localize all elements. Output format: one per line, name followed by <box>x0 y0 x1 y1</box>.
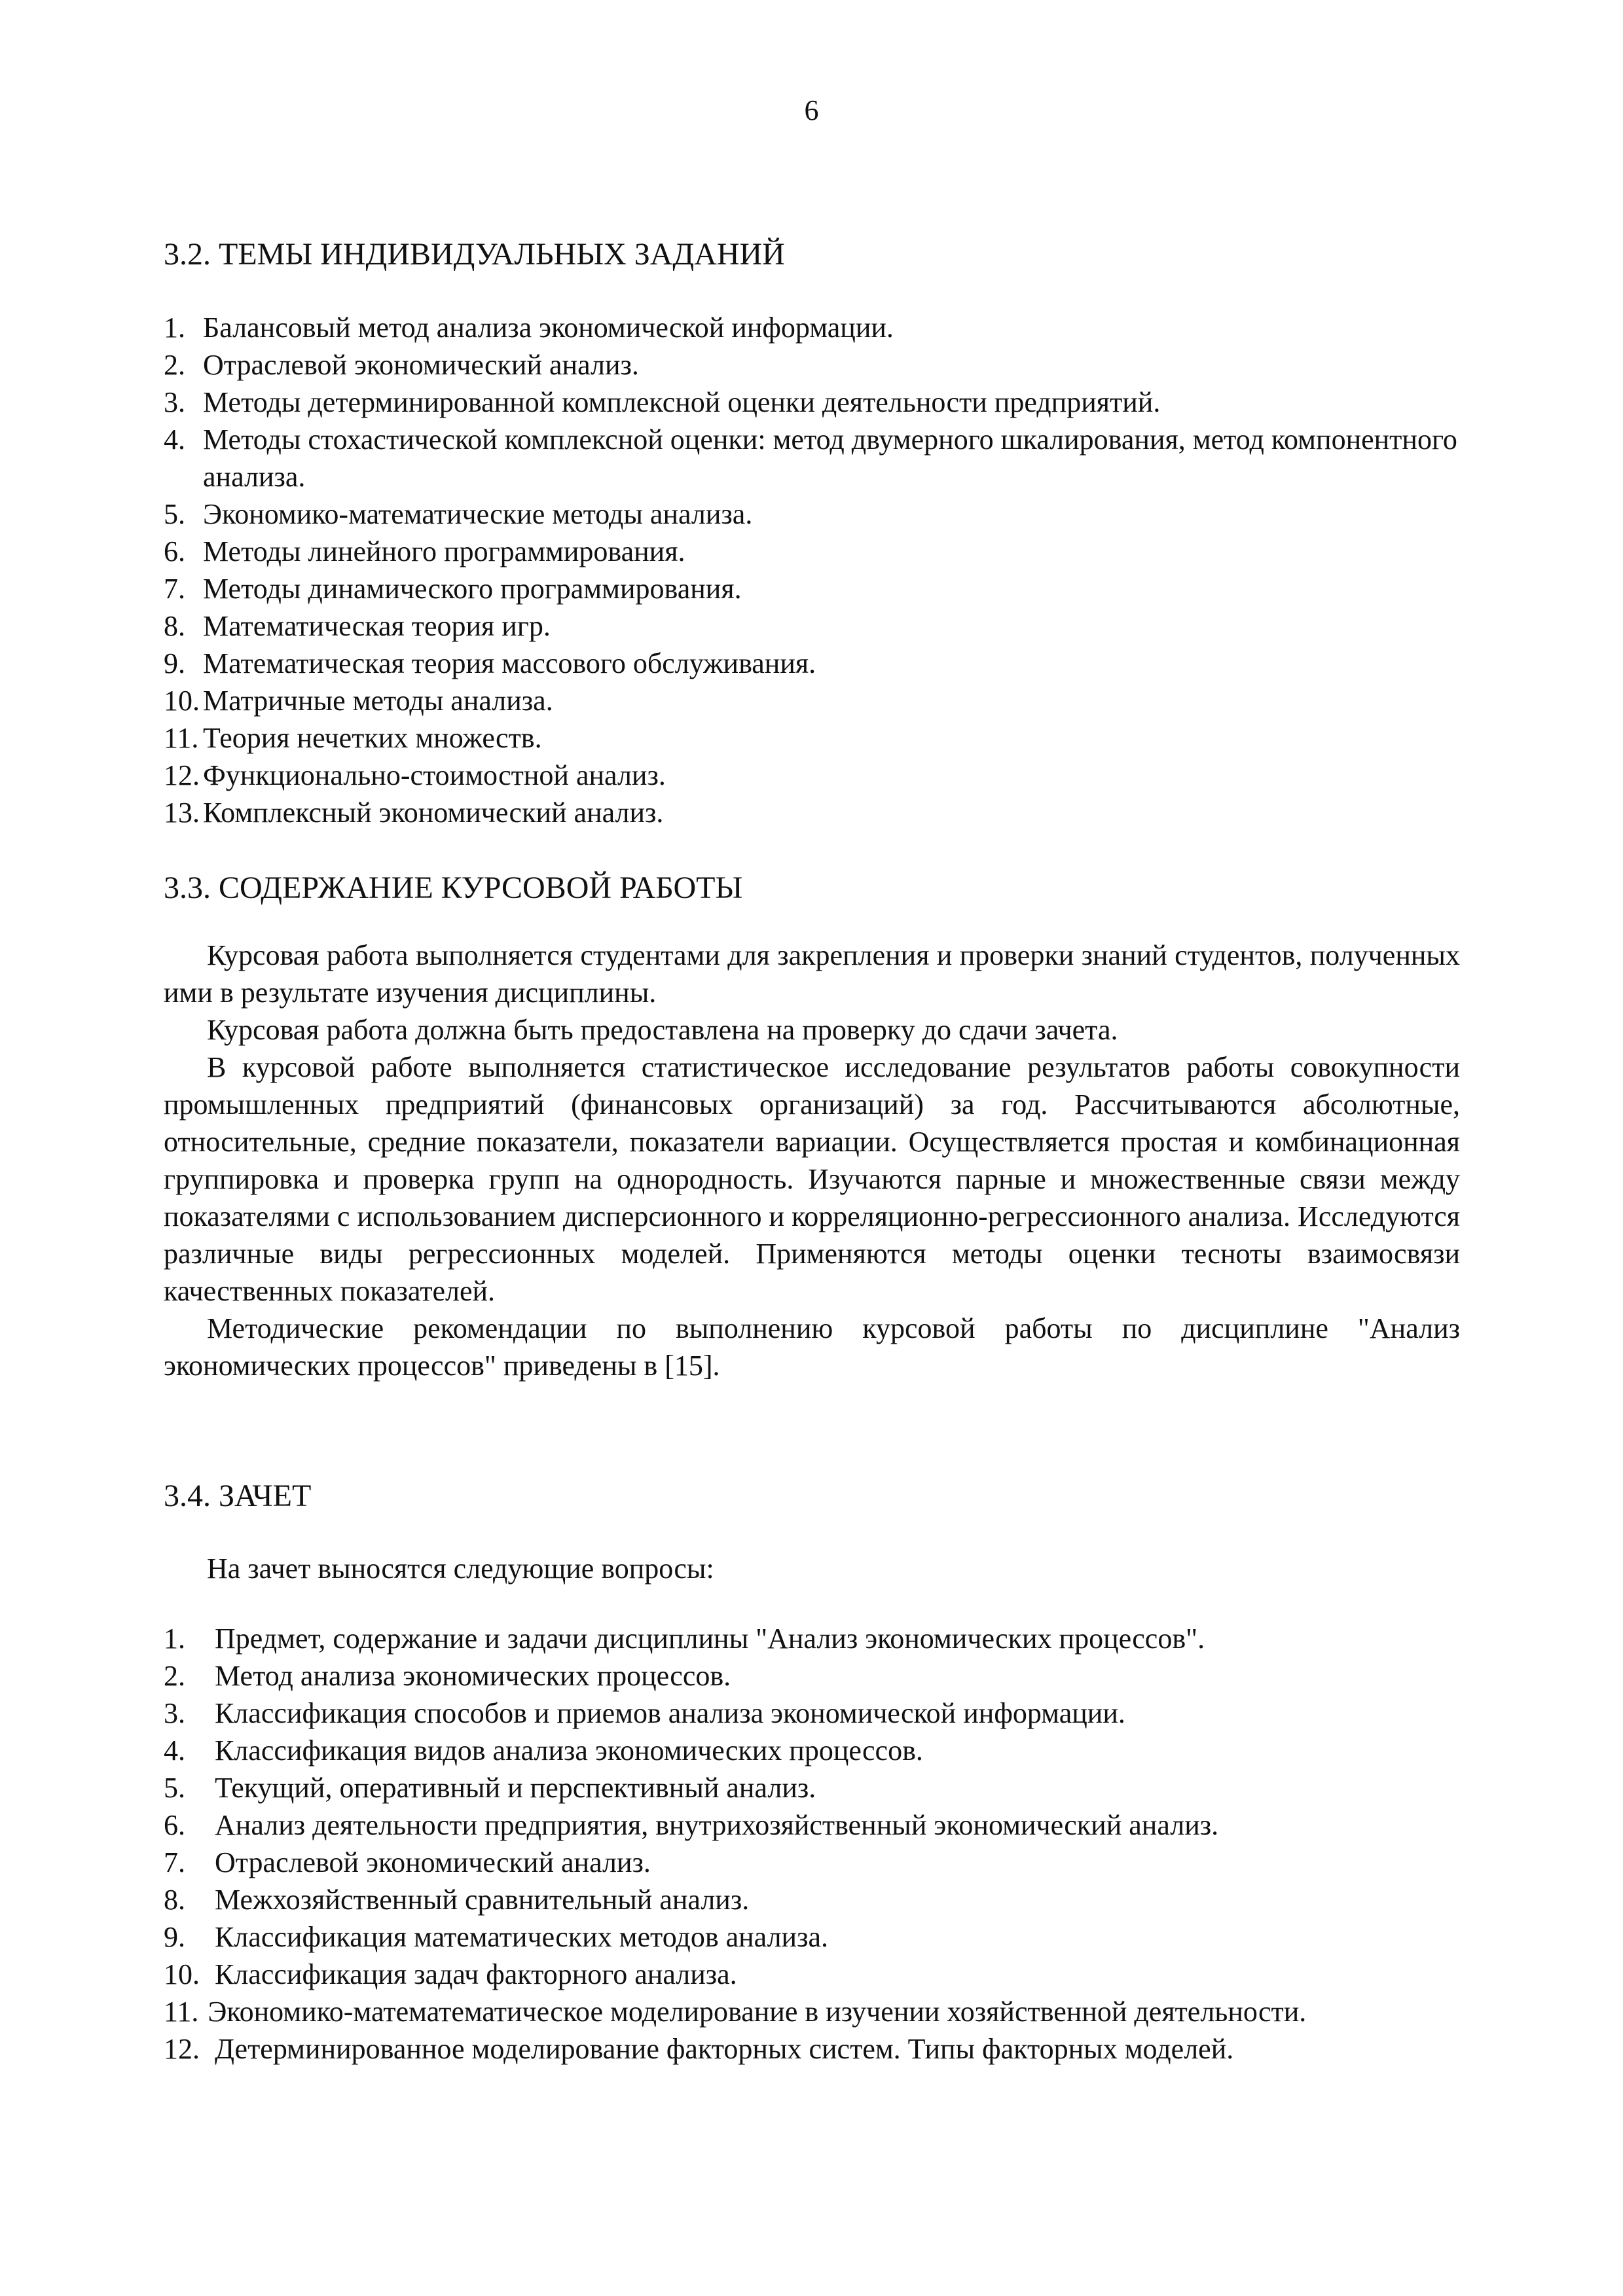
list-item <box>164 309 1460 346</box>
item-text: Отраслевой экономический анализ. <box>203 349 639 381</box>
list-item <box>164 2030 1460 2068</box>
item-number: 2. <box>164 349 185 381</box>
list-item <box>164 645 1460 682</box>
item-text: Теория нечетких множеств. <box>203 722 542 754</box>
item-number: 9. <box>164 1921 185 1953</box>
list-item <box>164 1806 1460 1844</box>
item-number: 8. <box>164 1884 185 1916</box>
item-number: 12. <box>164 759 200 791</box>
item-text: Матричные методы анализа. <box>203 685 553 717</box>
list-item <box>164 607 1460 645</box>
section-3-4-heading: 3.4. ЗАЧЕТ <box>164 1479 312 1513</box>
item-number: 7. <box>164 573 185 605</box>
list-item <box>164 794 1460 831</box>
item-number: 13. <box>164 797 200 829</box>
list-item <box>164 682 1460 719</box>
questions-list <box>164 1620 1460 2068</box>
item-text: Детерминированное моделирование факторных систем. Типы факторных моделей. <box>215 2033 1234 2065</box>
item-number: 7. <box>164 1846 185 1878</box>
item-number: 6. <box>164 535 185 567</box>
item-text: Математическая теория игр. <box>203 610 551 642</box>
item-number: 4. <box>164 1734 185 1767</box>
paragraph: В курсовой работе выполняется статистическое исследование результатов работы совокупности промышленных предприятий (финансовых организаций) за год. Рассчитываются абсолютные, относительные, средние показатели, показатели вариации. Осуществляется простая и комбинационная группировка и проверка групп на однородность. Изучаются парные и множественные связи между показателями с использованием дисперсионного и корреляционно-регрессионного анализа. Исследуются различные виды регрессионных моделей. Применяются методы оценки тесноты взаимосвязи качественных показателей. <box>164 1051 1460 1307</box>
list-item <box>164 495 1460 533</box>
item-number: 12. <box>164 2033 200 2065</box>
list-item <box>164 1732 1460 1769</box>
list-item <box>164 1769 1460 1806</box>
item-number: 1. <box>164 312 185 344</box>
list-item <box>164 1881 1460 1918</box>
item-text: Функционально-стоимостной анализ. <box>203 759 666 791</box>
paragraph: Методические рекомендации по выполнению курсовой работы по дисциплине "Анализ экономических процессов" приведены в [15]. <box>164 1312 1460 1382</box>
list-item <box>164 1993 1460 2030</box>
paragraph: Курсовая работа должна быть предоставлена на проверку до сдачи зачета. <box>207 1014 1118 1046</box>
item-text: Межхозяйственный сравнительный анализ. <box>215 1884 750 1916</box>
item-number: 10. <box>164 1958 200 1990</box>
topics-list <box>164 309 1460 831</box>
item-number: 2. <box>164 1660 185 1692</box>
questions-intro: На зачет выносятся следующие вопросы: <box>207 1552 714 1585</box>
item-text: Математическая теория массового обслуживания. <box>203 647 816 679</box>
item-text: Методы динамического программирования. <box>203 573 742 605</box>
item-text: Классификация математических методов анализа. <box>215 1921 828 1953</box>
item-number: 3. <box>164 1697 185 1729</box>
section-3-3-heading: 3.3. СОДЕРЖАНИЕ КУРСОВОЙ РАБОТЫ <box>164 870 743 905</box>
page-content <box>164 236 1460 2068</box>
item-number: 11. <box>164 722 199 754</box>
list-item <box>164 719 1460 757</box>
item-text: Отраслевой экономический анализ. <box>215 1846 651 1878</box>
item-text: Классификация видов анализа экономических процессов. <box>215 1734 923 1767</box>
list-item <box>164 570 1460 607</box>
list-item <box>164 1620 1460 1657</box>
list-item <box>164 346 1460 384</box>
item-number: 8. <box>164 610 185 642</box>
item-number: 5. <box>164 1772 185 1804</box>
section-3-2-heading: 3.2. ТЕМЫ ИНДИВИДУАЛЬНЫХ ЗАДАНИЙ <box>164 237 785 272</box>
item-number: 3. <box>164 386 185 418</box>
item-text: Комплексный экономический анализ. <box>203 797 664 829</box>
item-text: Предмет, содержание и задачи дисциплины "Анализ экономических процессов". <box>215 1623 1205 1655</box>
list-item <box>164 1844 1460 1881</box>
item-text: Анализ деятельности предприятия, внутрихозяйственный экономический анализ. <box>215 1809 1219 1841</box>
list-item <box>164 1956 1460 1993</box>
item-text: Метод анализа экономических процессов. <box>215 1660 731 1692</box>
item-text: Текущий, оперативный и перспективный анализ. <box>215 1772 816 1804</box>
list-item <box>164 1657 1460 1695</box>
list-item <box>164 1695 1460 1732</box>
item-text: Балансовый метод анализа экономической информации. <box>203 312 894 344</box>
list-item <box>164 757 1460 794</box>
item-text: Экономико-математические методы анализа. <box>203 498 753 530</box>
item-text: Методы линейного программирования. <box>203 535 685 567</box>
item-number: 1. <box>164 1623 185 1655</box>
item-text: Методы стохастической комплексной оценки: метод двумерного шкалирования, метод компонентного анализа. <box>203 423 1457 493</box>
item-text: Экономико-математематическое моделирование в изучении хозяйственной деятельности. <box>208 1996 1307 2028</box>
item-number: 5. <box>164 498 185 530</box>
item-number: 10. <box>164 685 200 717</box>
item-text: Классификация задач факторного анализа. <box>215 1958 737 1990</box>
item-number: 6. <box>164 1809 185 1841</box>
list-item <box>164 421 1460 495</box>
paragraph: Курсовая работа выполняется студентами для закрепления и проверки знаний студентов, полученных ими в результате изучения дисциплины. <box>164 939 1460 1009</box>
item-number: 11. <box>164 1996 199 2028</box>
item-text: Классификация способов и приемов анализа экономической информации. <box>215 1697 1125 1729</box>
item-number: 9. <box>164 647 185 679</box>
list-item <box>164 384 1460 421</box>
item-number: 4. <box>164 423 185 456</box>
list-item <box>164 1918 1460 1956</box>
item-text: Методы детерминированной комплексной оценки деятельности предприятий. <box>203 386 1161 418</box>
page-number: 6 <box>804 94 819 126</box>
list-item <box>164 533 1460 570</box>
